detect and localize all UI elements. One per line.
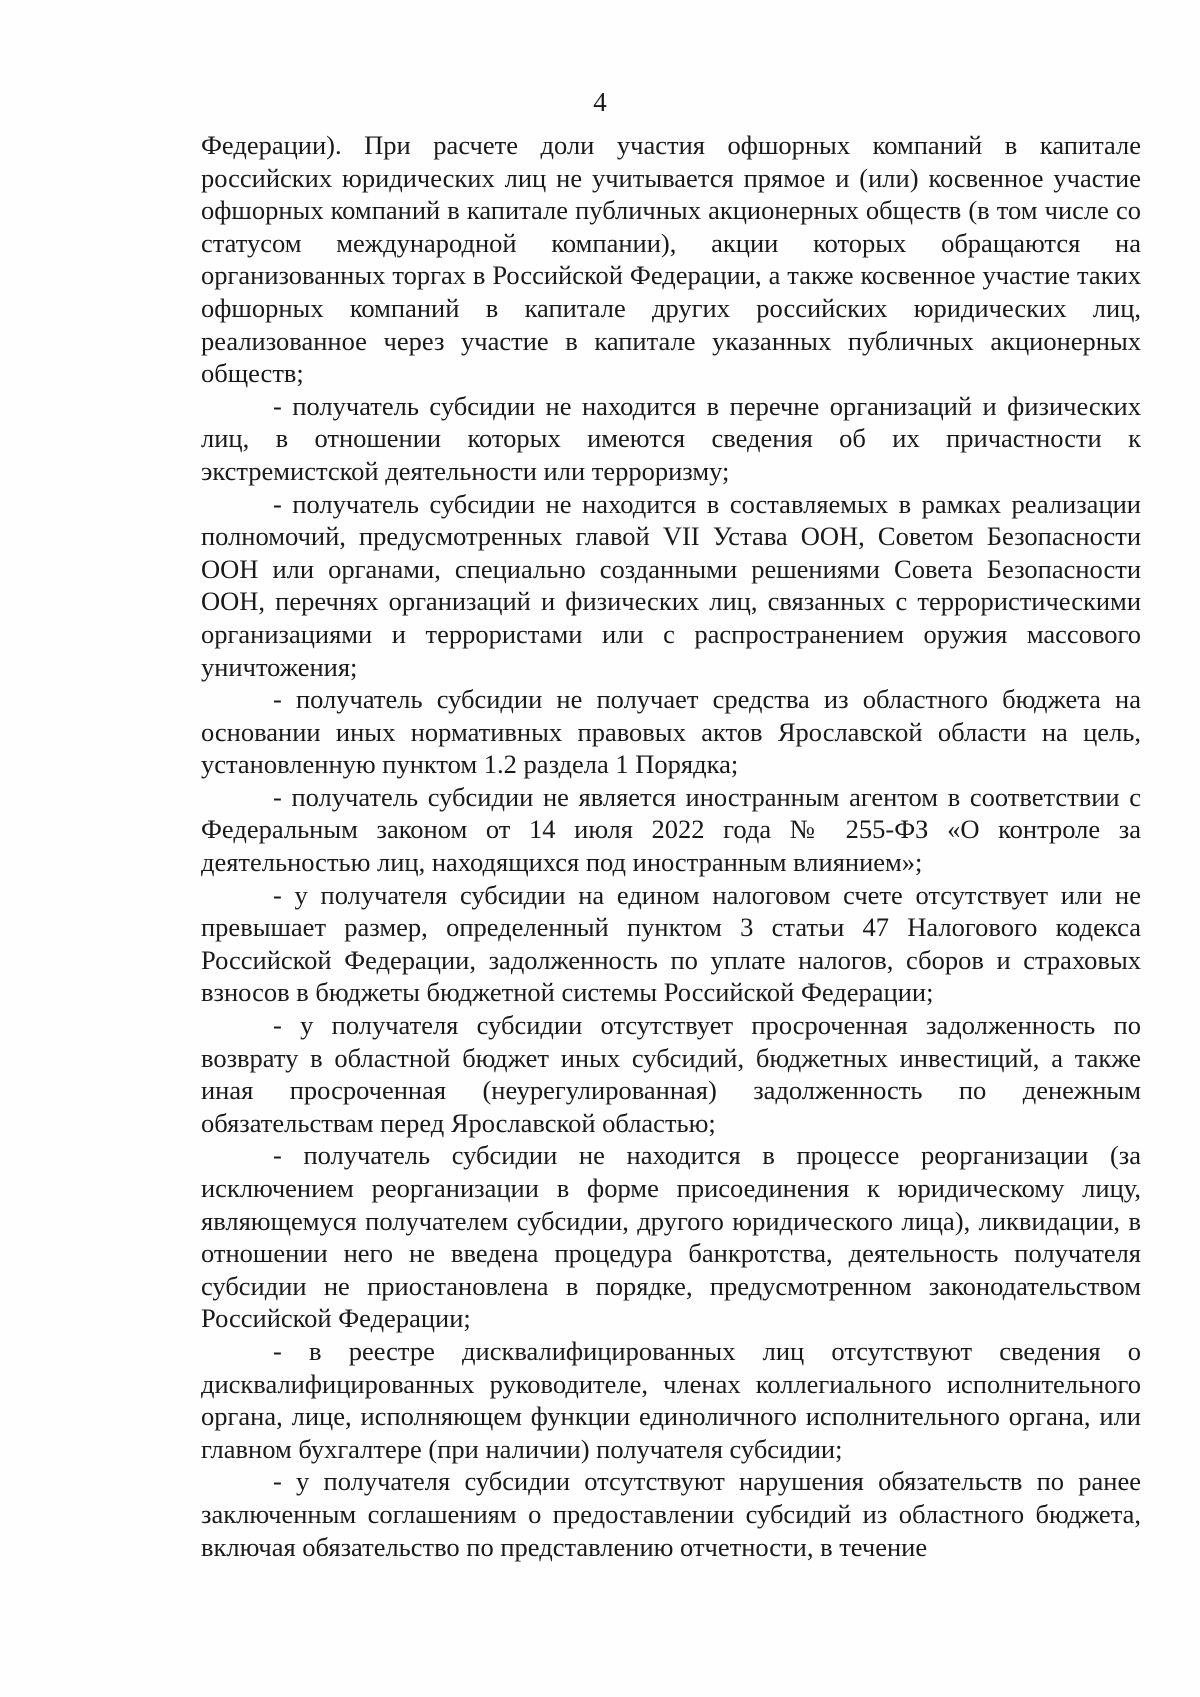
paragraph-list-item: - у получателя субсидии на едином налоговом счете отсутствует или не превышает размер, определенный пунктом 3 статьи 47 Налогового кодекса Российской Федерации, задолженность по уплате налогов, сборов и страховых взносов в бюджеты бюджетной системы Российской Федерации; [201,879,1141,1008]
paragraph-list-item: - в реестре дисквалифицированных лиц отсутствуют сведения о дисквалифицированных руководителе, членах коллегиального исполнительного органа, лице, исполняющем функции единоличного исполнительного органа, или главном бухгалтере (при наличии) получателя субсидии; [201,1335,1141,1464]
paragraph-list-item: - у получателя субсидии отсутствуют нарушения обязательств по ранее заключенным соглашениям о предоставлении субсидий из областного бюджета, включая обязательство по представлению отчетности, в течение [201,1466,1141,1562]
paragraph-list-item: - получатель субсидии не получает средства из областного бюджета на основании иных нормативных правовых актов Ярославской области на цель, установленную пунктом 1.2 раздела 1 Порядка; [201,684,1141,780]
paragraph-continuation: Федерации). При расчете доли участия офшорных компаний в капитале российских юридических лиц не учитывается прямое и (или) косвенное участие офшорных компаний в капитале публичных акционерных обществ (в том числе со статусом международной компании), акции которых обращаются на организованных торгах в Российской Федерации, а также косвенное участие таких офшорных компаний в капитале других российских юридических лиц, реализованное через участие в капитале указанных публичных акционерных обществ; [201,130,1141,389]
paragraph-list-item: - получатель субсидии не находится в перечне организаций и физических лиц, в отношении которых имеются сведения об их причастности к экстремистской деятельности или терроризму; [201,390,1141,486]
paragraph-list-item: - у получателя субсидии отсутствует просроченная задолженность по возврату в областной бюджет иных субсидий, бюджетных инвестиций, а также иная просроченная (неурегулированная) задолженность по денежным обязательствам перед Ярославской областью; [201,1010,1141,1138]
document-body [201,129,1141,1563]
paragraph-list-item: - получатель субсидии не является иностранным агентом в соответствии с Федеральным законом от 14 июля 2022 года № 255-ФЗ «О контроле за деятельностью лиц, находящихся под иностранным влиянием»; [201,781,1141,878]
paragraph-list-item: - получатель субсидии не находится в процессе реорганизации (за исключением реорганизации в форме присоединения к юридическому лицу, являющемуся получателем субсидии, другого юридического лица), ликвидации, в отношении него не введена процедура банкротства, деятельность получателя субсидии не приостановлена в порядке, предусмотренном законодательством Российской Федерации; [201,1140,1141,1334]
page-number: 4 [593,87,607,117]
paragraph-list-item: - получатель субсидии не находится в составляемых в рамках реализации полномочий, предусмотренных главой VII Устава ООН, Советом Безопасности ООН или органами, специально созданными решениями Совета Безопасности ООН, перечнях организаций и физических лиц, связанных с террористическими организациями и террористами или с распространением оружия массового уничтожения; [201,488,1141,682]
